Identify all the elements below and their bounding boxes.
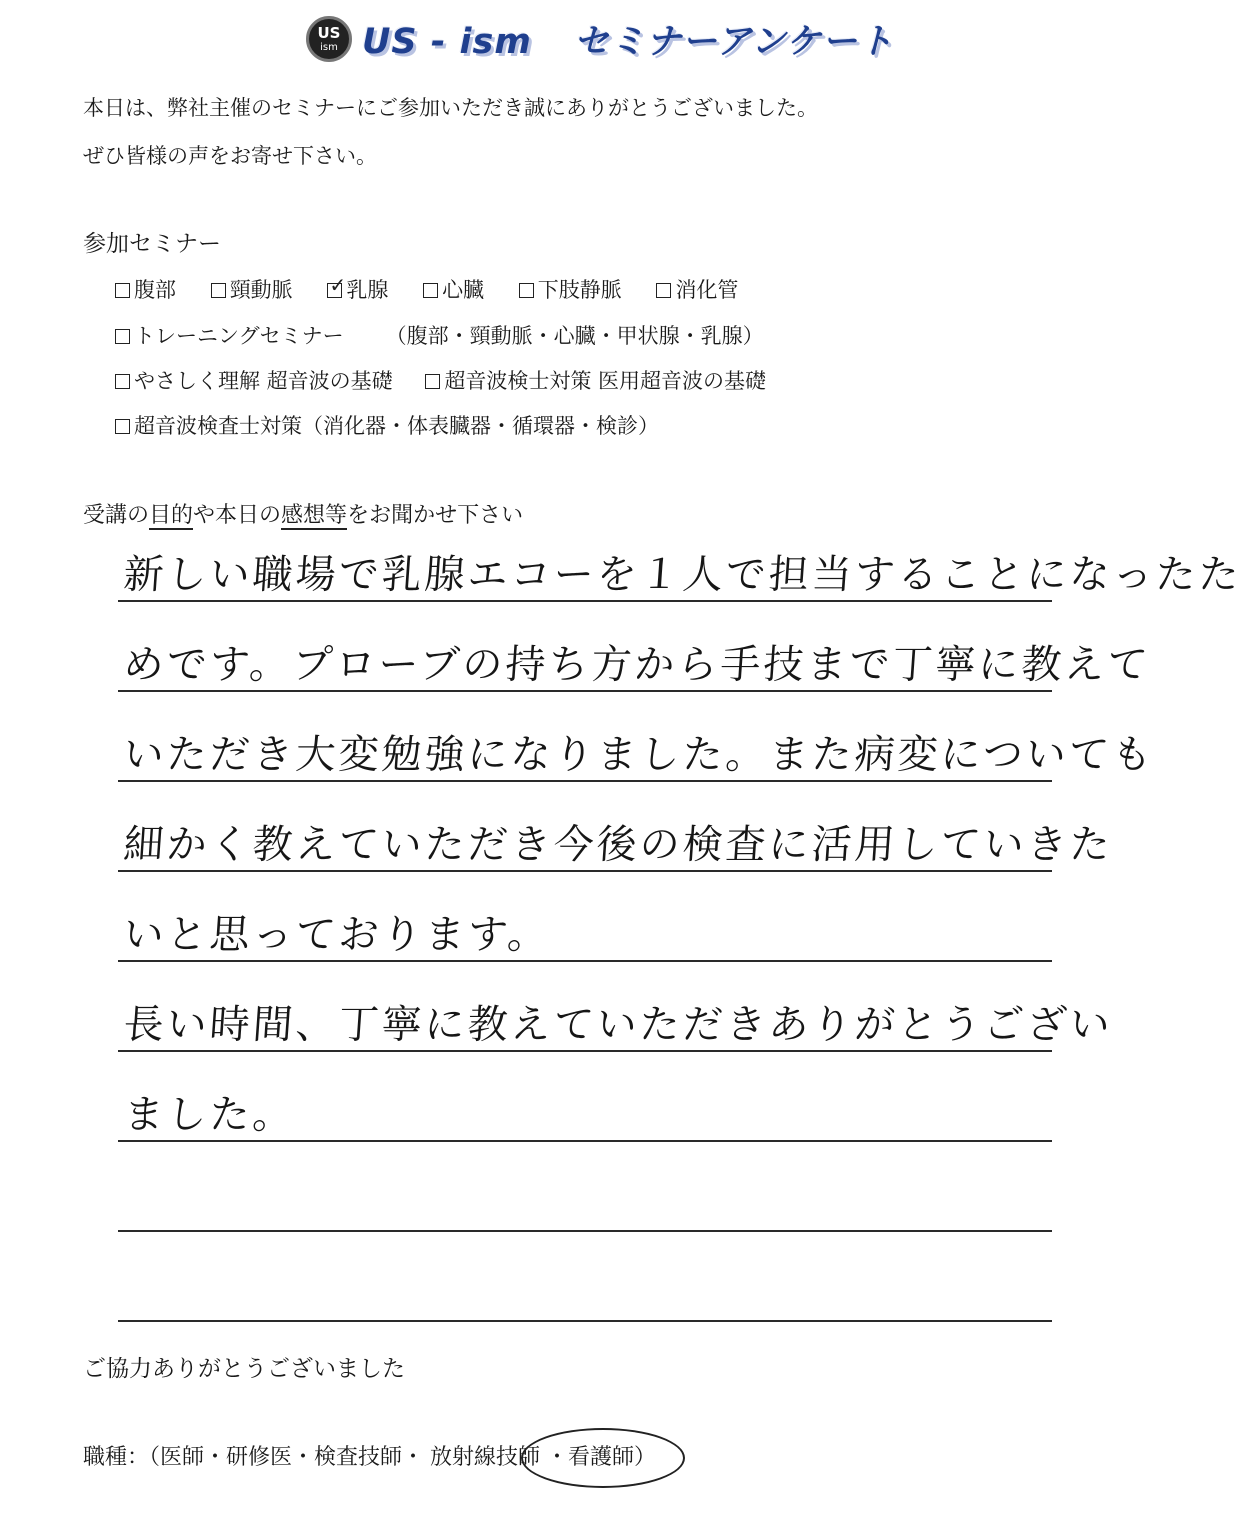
seminar-row-4 <box>115 412 659 440</box>
answer-rule <box>118 780 1052 782</box>
option-label: 心臓 <box>442 278 485 302</box>
us-ism-logo <box>306 16 352 62</box>
seminar-option-abdomen[interactable] <box>115 276 176 304</box>
logo-text-ism: ism <box>320 42 338 53</box>
answer-rule <box>118 1320 1052 1322</box>
page-title <box>362 20 894 64</box>
feedback-prompt <box>83 502 523 530</box>
seminar-option-training[interactable] <box>115 322 344 350</box>
option-label: 腹部 <box>134 278 176 302</box>
checkbox[interactable] <box>115 283 130 298</box>
handwritten-line-1: 新しい職場で乳腺エコーを１人で担当することになったた <box>122 552 1243 598</box>
selection-circle <box>521 1428 685 1488</box>
option-label: 消化管 <box>675 278 739 302</box>
option-label: 超音波検査士対策（消化器・体表臓器・循環器・検診） <box>134 414 659 438</box>
seminar-option-breast[interactable] <box>327 276 388 304</box>
handwritten-line-5: いと思っております。 <box>122 912 553 958</box>
thanks-note: ご協力ありがとうございました <box>83 1356 405 1382</box>
option-label: 下肢静脈 <box>537 278 622 302</box>
answer-rule <box>118 870 1052 872</box>
checkbox[interactable] <box>115 374 130 389</box>
prompt-text: 受講の <box>83 503 150 528</box>
seminar-option-exam-prep-specialty[interactable] <box>115 412 659 440</box>
answer-rule <box>118 960 1052 962</box>
prompt-underlined-purpose: 目的 <box>149 503 194 528</box>
answer-rule <box>118 1140 1052 1142</box>
answer-rule <box>118 1050 1052 1052</box>
seminar-option-leg-veins[interactable] <box>519 276 622 304</box>
handwritten-line-6: 長い時間、丁寧に教えていただきありがとうござい <box>122 1002 1115 1048</box>
option-label: 超音波検士対策 医用超音波の基礎 <box>444 369 767 393</box>
seminar-option-basics[interactable] <box>115 367 393 395</box>
checkbox[interactable] <box>656 283 671 298</box>
answer-rule <box>118 690 1052 692</box>
brand-name: US - ism <box>362 22 532 62</box>
seminar-heading: 参加セミナー <box>83 231 221 257</box>
option-label: 乳腺 <box>346 278 389 302</box>
seminar-option-heart[interactable] <box>423 276 484 304</box>
checkbox[interactable] <box>519 283 534 298</box>
option-label: トレーニングセミナー <box>134 324 344 348</box>
checkbox[interactable] <box>425 374 440 389</box>
occupation-options[interactable]: 医師・研修医・検査技師・ <box>160 1445 425 1470</box>
option-label: 頸動脈 <box>229 278 293 302</box>
occupation-label: 職種：（ <box>83 1445 161 1470</box>
handwritten-line-4: 細かく教えていただき今後の検査に活用していきた <box>122 822 1115 868</box>
answer-rule <box>118 600 1052 602</box>
prompt-text: をお聞かせ下さい <box>347 503 524 528</box>
intro-line-2: ぜひ皆様の声をお寄せ下さい。 <box>83 144 377 168</box>
checkbox[interactable] <box>423 283 438 298</box>
survey-title: セミナーアンケート <box>573 22 894 62</box>
answer-rule <box>118 1230 1052 1232</box>
training-detail: （腹部・頸動脈・心臓・甲状腺・乳腺） <box>385 324 764 348</box>
handwritten-line-2: めです。プローブの持ち方から手技まで丁寧に教えて <box>122 642 1153 688</box>
seminar-row-1 <box>115 276 766 304</box>
seminar-row-2 <box>115 322 764 350</box>
handwritten-line-3: いただき大変勉強になりました。また病変についても <box>122 732 1157 778</box>
seminar-option-gi-tract[interactable] <box>656 276 738 304</box>
seminar-option-exam-prep-basics[interactable] <box>425 367 766 395</box>
checkbox-checked[interactable] <box>327 283 342 298</box>
handwritten-line-7: ました。 <box>122 1092 298 1138</box>
logo-text-us: US <box>317 24 341 42</box>
checkbox[interactable] <box>115 419 130 434</box>
occupation-selected-radiology-tech[interactable]: 放射線技師 <box>430 1445 541 1470</box>
prompt-underlined-impressions: 感想等 <box>281 503 348 528</box>
option-label: やさしく理解 超音波の基礎 <box>134 369 393 393</box>
seminar-row-3 <box>115 367 766 395</box>
seminar-option-carotid[interactable] <box>211 276 293 304</box>
checkbox[interactable] <box>211 283 226 298</box>
intro-line-1: 本日は、弊社主催のセミナーにご参加いただき誠にありがとうございました。 <box>83 96 818 120</box>
occupation-options[interactable]: ・看護師） <box>546 1445 657 1470</box>
checkbox[interactable] <box>115 329 130 344</box>
prompt-text: や本日の <box>193 503 282 528</box>
